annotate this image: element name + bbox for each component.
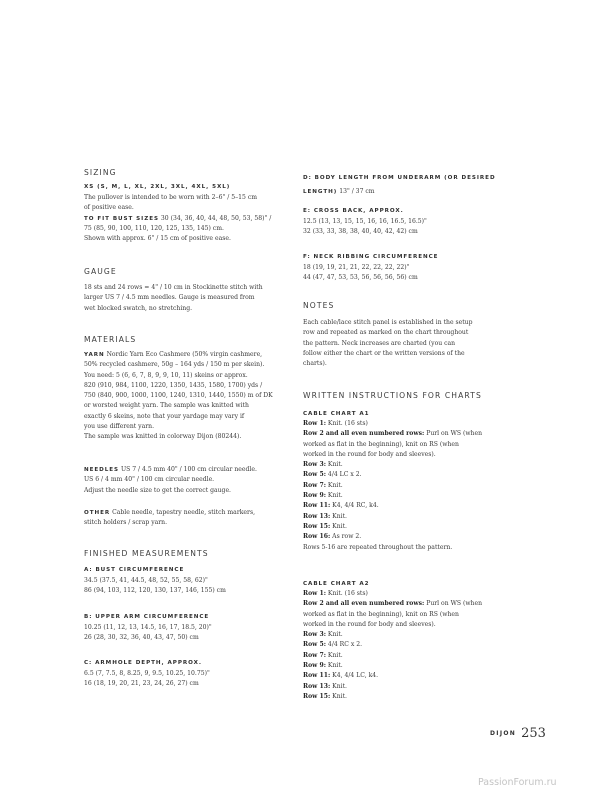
instruction-row [303,522,529,532]
measure-f-values: 18 (19, 19, 21, 21, 22, 22, 22, 22)" 44 (47, 47, 53, 53, 56, 56, 56, 56) cm [303,264,418,282]
row-text: Knit. [326,651,343,659]
measure-c-label: C: ARMHOLE DEPTH, APPROX. [84,660,202,666]
row-label: Row 7: [303,651,326,659]
yarn-text: YARN Nordic Yarn Eco Cashmere (50% virgin cashmere, 50% recycled cashmere, 50g – 164 yds / 150 m per skein). You need: 5 (6, 6, 7, 8, 9, 9, 10, 11) skeins or approx. 820 (910, 984, 1100, 1220, 1350, 1435, 1580, 1700) yds / 750 (840, 900, 1000, 1100, 1240, 1310, 1440, 1550) m of DK or worsted weight yarn. The sample was knitted with exactly 6 skeins, note that your yardage may vary if you use different yarn. The sample was knitted in colorway Dijon (80244). [84,350,289,443]
row-text: Knit. [330,522,347,530]
row-text: Knit. (16 sts) [326,590,368,597]
text-line: US 6 / 4 mm 40" / 100 cm circular needle. [84,476,215,484]
instruction-row [303,512,529,522]
row-text: worked as flat in the beginning), knit on RS (when [303,610,459,618]
instruction-row [303,460,529,470]
bust-line [84,214,289,224]
instruction-row [303,599,529,609]
watermark: PassionForum.ru [478,777,557,788]
instruction-row [303,692,529,702]
text-line: The sample was knitted in colorway Dijon (80244). [84,433,242,441]
measure-b-values: 10.25 (11, 12, 13, 14.5, 16, 17, 18.5, 20)" 26 (28, 30, 32, 36, 40, 43, 47, 50) cm [84,624,212,642]
text-line: 75 (85, 90, 100, 110, 120, 125, 135, 145) cm. [84,224,224,232]
row-label: Row 2 and all even numbered rows: [303,430,425,438]
row-label: Row 1: [303,590,326,597]
row-label: Row 5: [303,471,326,479]
page-number: 253 [521,726,546,741]
row-text: K4, 4/4 LC, k4. [330,672,379,680]
row-label: Row 1: [303,420,326,427]
chart-a1-label: CABLE CHART A1 [303,411,370,417]
row-text: Knit. [330,682,347,690]
measure-e-label: E: CROSS BACK, APPROX. [303,208,404,214]
materials-heading: MATERIALS [84,335,137,344]
text-line: Shown with approx. 6" / 15 cm of positive ease. [84,235,231,243]
text-line: larger US 7 / 4.5 mm needles. Gauge is measured from [84,294,255,302]
text-line: 750 (840, 900, 1000, 1100, 1240, 1310, 1440, 1550) m of DK [84,392,273,400]
measure-f-label: F: NECK RIBBING CIRCUMFERENCE [303,254,439,260]
page-footer [490,720,546,741]
sizes-label: XS (S, M, L, XL, 2XL, 3XL, 4XL, 5XL) [84,184,231,190]
row-label: Row 15: [303,692,331,700]
instruction-row [303,671,529,681]
row-text: Knit. [330,512,347,520]
row-label: Row 15: [303,522,331,530]
notes-heading: NOTES [303,301,335,310]
notes-text: Each cable/lace stitch panel is established in the setup row and repeated as marked on the chart throughout the pattern. Neck increases are charted (you can follow either the chart or the written versions of the charts). [303,319,473,368]
needles-label: NEEDLES [84,467,120,473]
gauge-text [84,283,289,314]
instruction-row [303,491,529,501]
row-text: Knit. [330,692,347,700]
instruction-row [303,429,529,439]
row-label: Row 5: [303,641,326,649]
measure-d: D: BODY LENGTH FROM UNDERARM (OR DESIRED LENGTH) 13" / 37 cm [303,173,529,198]
row-label: Row 11: [303,502,331,510]
row-text: Purl on WS (when [424,430,483,438]
measure-a-values: 34.5 (37.5, 41, 44.5, 48, 52, 55, 58, 62)" 86 (94, 103, 112, 120, 130, 137, 146, 155) cm [84,577,226,595]
instruction-row [303,610,529,620]
instruction-row [303,640,529,650]
row-text: worked as flat in the beginning), knit on RS (when [303,440,459,448]
text-line: You need: 5 (6, 6, 7, 8, 9, 9, 10, 11) skeins or approx. [84,371,248,379]
text-line: 18 sts and 24 rows = 4" / 10 cm in Stockinette stitch with [84,284,263,291]
chart-a2-rows [303,589,529,702]
row-text: Rows 5-16 are repeated throughout the pattern. [303,543,453,551]
instruction-row [303,440,529,450]
measure-a-label: A: BUST CIRCUMFERENCE [84,567,185,573]
row-text: worked in the round for body and sleeves). [303,450,436,458]
instruction-row [303,682,529,692]
instruction-row [303,661,529,671]
measure-d-value: 13" / 37 cm [337,188,375,196]
instruction-row [303,543,529,553]
sizing-heading: SIZING [84,168,117,177]
other-label: OTHER [84,510,111,516]
row-text: Knit. [326,461,343,469]
text-line: or worsted weight yarn. The sample was knitted with [84,402,249,410]
text-line: 50% recycled cashmere, 50g – 164 yds / 150 m per skein). [84,361,265,369]
instruction-row [303,419,529,429]
other-text: OTHER Cable needle, tapestry needle, stitch markers, stitch holders / scrap yarn. [84,508,289,529]
text-line: wet blocked swatch, no stretching. [84,304,193,312]
text-line: stitch holders / scrap yarn. [84,519,168,527]
instruction-row [303,501,529,511]
instruction-row [303,620,529,630]
needles-text: NEEDLES US 7 / 4.5 mm 40" / 100 cm circular needle. US 6 / 4 mm 40" / 100 cm circular needle. Adjust the needle size to get the correct gauge. [84,465,289,496]
measure-e-values: 12.5 (13, 13, 15, 15, 16, 16, 16.5, 16.5)" 32 (33, 33, 38, 38, 40, 40, 42, 42) cm [303,218,427,236]
row-text: Knit. [326,631,343,639]
bust-values: 30 (34, 36, 40, 44, 48, 50, 53, 58)" / [158,214,272,222]
chart-a1-rows [303,419,529,553]
row-label: Row 3: [303,461,326,469]
instruction-row [303,589,529,599]
sizing-intro [84,193,289,244]
row-label: Row 9: [303,492,326,500]
row-label: Row 16: [303,533,331,541]
row-label: Row 3: [303,631,326,639]
row-text: Knit. [326,481,343,489]
written-heading: WRITTEN INSTRUCTIONS FOR CHARTS [303,391,482,400]
instruction-row [303,532,529,542]
finished-heading: FINISHED MEASUREMENTS [84,549,209,558]
instruction-row [303,630,529,640]
row-label: Row 13: [303,682,331,690]
row-text: 4/4 RC x 2. [326,641,363,649]
measure-c-values: 6.5 (7, 7.5, 8, 8.25, 9, 9.5, 10.25, 10.75)" 16 (18, 19, 20, 21, 23, 24, 26, 27) cm [84,670,210,688]
bust-label: TO FIT BUST SIZES [84,215,159,222]
row-text: Knit. [326,662,343,670]
measure-b-label: B: UPPER ARM CIRCUMFERENCE [84,614,210,620]
text-line: you use different yarn. [84,423,155,431]
row-text: K4, 4/4 RC, k4. [330,502,379,510]
row-text: Purl on WS (when [424,600,483,608]
text-line: Adjust the needle size to get the correct gauge. [84,486,231,494]
pattern-name: DIJON [490,730,517,737]
row-text: Knit. [326,492,343,500]
gauge-heading: GAUGE [84,267,117,276]
row-text: worked in the round for body and sleeves). [303,620,436,628]
row-text: Knit. (16 sts) [326,420,368,427]
row-label: Row 9: [303,662,326,670]
text-line: The pullover is intended to be worn with 2–6" / 5–15 cm [84,194,258,201]
instruction-row [303,651,529,661]
chart-a2-label: CABLE CHART A2 [303,581,370,587]
text-line: 820 (910, 984, 1100, 1220, 1350, 1435, 1580, 1700) yds / [84,381,263,389]
instruction-row [303,481,529,491]
instruction-row [303,450,529,460]
instruction-row [303,470,529,480]
measure-d-label: D: BODY LENGTH FROM UNDERARM (OR DESIRED [303,175,496,181]
row-label: Row 13: [303,512,331,520]
yarn-label: YARN [84,352,105,358]
text-line: of positive ease. [84,204,134,212]
text-line: exactly 6 skeins, note that your yardage may vary if [84,412,245,420]
row-text: 4/4 LC x 2. [326,471,362,479]
row-label: Row 11: [303,672,331,680]
row-text: As row 2. [330,533,362,541]
row-label: Row 7: [303,481,326,489]
row-label: Row 2 and all even numbered rows: [303,600,425,608]
